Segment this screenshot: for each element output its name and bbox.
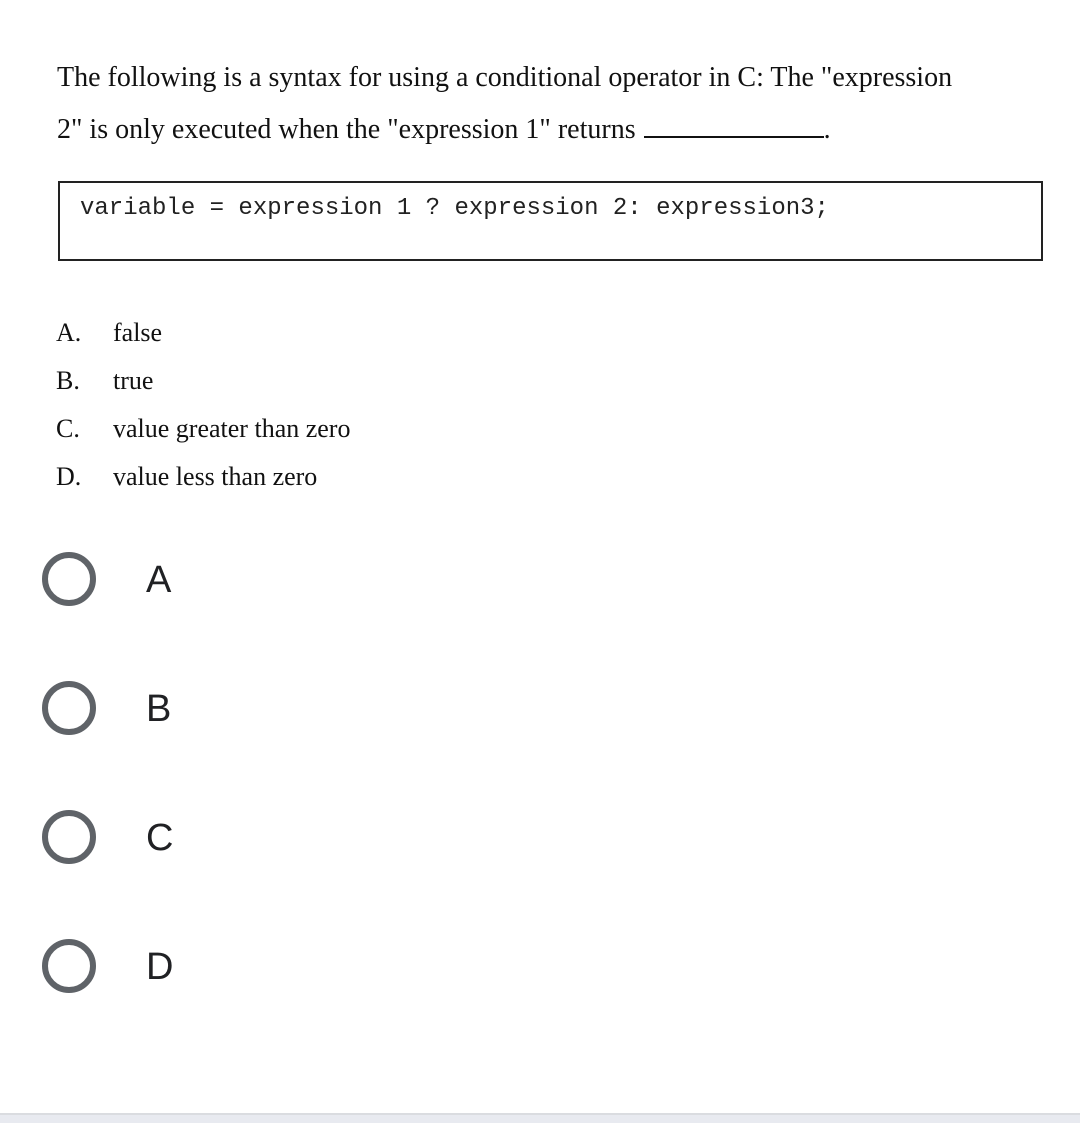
choice-c-label[interactable]: C — [146, 817, 174, 859]
option-item-b — [56, 361, 350, 409]
option-text: true — [113, 366, 154, 395]
option-item-d — [56, 457, 350, 505]
choice-d[interactable] — [42, 939, 442, 1005]
option-letter: B. — [56, 366, 80, 395]
choice-c[interactable] — [42, 810, 442, 876]
bottom-divider — [0, 1113, 1080, 1123]
option-item-c — [56, 409, 350, 457]
choice-a[interactable] — [42, 552, 442, 618]
option-text: value less than zero — [113, 462, 318, 491]
choice-d-label[interactable]: D — [146, 946, 174, 988]
code-snippet: variable = expression 1 ? expression 2: expression3; — [80, 195, 829, 222]
question-text — [57, 52, 1057, 156]
option-list — [56, 313, 350, 505]
question-line-1: The following is a syntax for using a conditional operator in C: The "expression — [57, 62, 953, 93]
option-text: value greater than zero — [113, 414, 351, 443]
choice-a-label[interactable]: A — [146, 559, 172, 601]
choice-b[interactable] — [42, 681, 442, 747]
option-item-a — [56, 313, 350, 361]
option-letter: A. — [56, 318, 82, 347]
option-letter: C. — [56, 414, 80, 443]
code-box — [58, 181, 1043, 261]
radio-button-c[interactable] — [42, 810, 96, 864]
radio-button-b[interactable] — [42, 681, 96, 735]
option-letter: D. — [56, 462, 82, 491]
radio-button-a[interactable] — [42, 552, 96, 606]
radio-button-d[interactable] — [42, 939, 96, 993]
question-line-2-text: 2" is only executed when the "expression 1" returns — [57, 114, 636, 145]
option-text: false — [113, 318, 163, 347]
question-line-2 — [57, 104, 1057, 156]
choice-b-label[interactable]: B — [146, 688, 172, 730]
question-line-2-end: . — [823, 114, 831, 145]
answer-blank — [644, 110, 824, 138]
